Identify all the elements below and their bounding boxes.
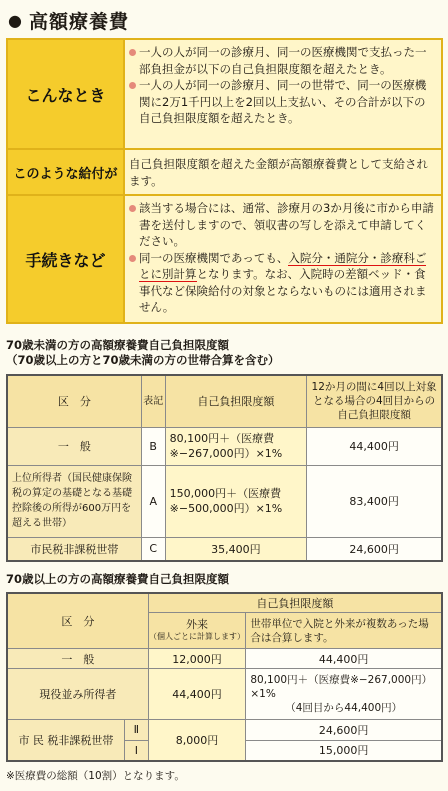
- header-outpatient-note: （個人ごとに計算します）: [149, 631, 246, 641]
- under70-table: [6, 374, 443, 562]
- under70-subtitle: （70歳以上の方と70歳未満の方の世帯合算を含む）: [6, 353, 280, 367]
- header-household: 世帯単位で入院と外来が複数あった場合は合算します。: [246, 612, 442, 649]
- header-outpatient-label: 外来: [186, 617, 209, 631]
- table-row: [7, 427, 442, 465]
- row-household: [246, 669, 442, 720]
- row-limit: 150,000円＋（医療費※−500,000円）×1%: [165, 465, 307, 537]
- info-body-benefit: 自己負担限度額を超えた金額が高額療養費として支給されます。: [129, 157, 428, 188]
- table-header-row: [7, 593, 442, 612]
- table-header-row: [7, 375, 442, 427]
- row-household: 15,000円: [246, 740, 442, 761]
- info-text: となります。なお、入院時の差額ベッド・食事代など保険給付の対象とならないものには適用されません。: [139, 267, 427, 314]
- over70-title: 70歳以上の方の高額療養費自己負担限度額: [6, 572, 230, 586]
- info-label-when: こんなとき: [8, 40, 125, 148]
- info-row-procedure: [8, 196, 441, 322]
- header-outpatient: [148, 612, 246, 649]
- row-category: 一 般: [7, 427, 141, 465]
- header-category: 区 分: [7, 375, 141, 427]
- table-row: [7, 669, 442, 720]
- row-outpatient: 44,400円: [148, 669, 246, 720]
- info-item: [129, 250, 435, 316]
- row-limit: 35,400円: [165, 537, 307, 561]
- row-multi: 24,600円: [307, 537, 442, 561]
- info-row-when: [8, 40, 441, 150]
- table-row: [7, 465, 442, 537]
- info-body-when: [129, 44, 435, 144]
- info-item: 一人の人が同一の診療月、同一の世帯で、同一の医療機関に2万1千円以上を2回以上支払い、その合計が以下の自己負担限度額を超えたとき。: [129, 77, 435, 127]
- row-outpatient: 12,000円: [148, 649, 246, 669]
- row-code: C: [141, 537, 165, 561]
- row-code: A: [141, 465, 165, 537]
- row-household-note: （4回目から44,400円）: [285, 702, 403, 715]
- row-household: 44,400円: [246, 649, 442, 669]
- row-limit: 80,100円＋（医療費※−267,000円）×1%: [165, 427, 307, 465]
- row-category: 市 民 税非課税世帯: [7, 720, 124, 761]
- header-category: 区 分: [7, 593, 148, 649]
- info-row-benefit: [8, 150, 441, 196]
- info-label-procedure: 手続きなど: [8, 196, 125, 322]
- row-category: 市民税非課税世帯: [7, 537, 141, 561]
- header-limit: 自己負担限度額: [148, 593, 442, 612]
- bullet-icon: ●: [8, 10, 23, 30]
- info-item: 一人の人が同一の診療月、同一の医療機関で支払った一部負担金が以下の自己負担限度額を超えたとき。: [129, 44, 435, 77]
- table-row: [7, 649, 442, 669]
- row-household-formula: 80,100円＋（医療費※−267,000円）×1%: [250, 674, 433, 701]
- header-code: 表記: [141, 375, 165, 427]
- header-multi: 12か月の間に4回以上対象となる場合の4回目からの自己負担限度額: [307, 375, 442, 427]
- row-category: 一 般: [7, 649, 148, 669]
- table-row: [7, 537, 442, 561]
- row-household: 24,600円: [246, 720, 442, 741]
- info-box: [6, 38, 443, 324]
- underlined-text: 入院分・通院分・診療科ごとに別計算: [139, 250, 427, 281]
- row-subcategory: Ⅰ: [124, 740, 148, 761]
- row-multi: 44,400円: [307, 427, 442, 465]
- row-subcategory: Ⅱ: [124, 720, 148, 741]
- info-text: 同一の医療機関であっても、: [139, 250, 289, 265]
- info-item: 該当する場合には、通常、診療月の3か月後に市から申請書を送付しますので、領収書の写しを添えて申請してください。: [129, 200, 435, 250]
- row-code: B: [141, 427, 165, 465]
- row-outpatient: 8,000円: [148, 720, 246, 761]
- footnote: ※医療費の総額（10割）となります。: [6, 770, 185, 782]
- table-row: [7, 720, 442, 741]
- row-category: 現役並み所得者: [7, 669, 148, 720]
- page-title-text: 高額療養費: [28, 10, 129, 33]
- info-body-procedure: [129, 200, 435, 318]
- header-limit: 自己負担限度額: [165, 375, 307, 427]
- under70-title: 70歳未満の方の高額療養費自己負担限度額: [6, 338, 230, 352]
- info-label-benefit: このような給付が: [8, 150, 125, 194]
- page-title: [8, 6, 129, 34]
- row-category: 上位所得者（国民健康保険税の算定の基礎となる基礎控除後の所得が600万円を超える世帯）: [7, 465, 141, 537]
- row-multi: 83,400円: [307, 465, 442, 537]
- over70-table: [6, 592, 443, 762]
